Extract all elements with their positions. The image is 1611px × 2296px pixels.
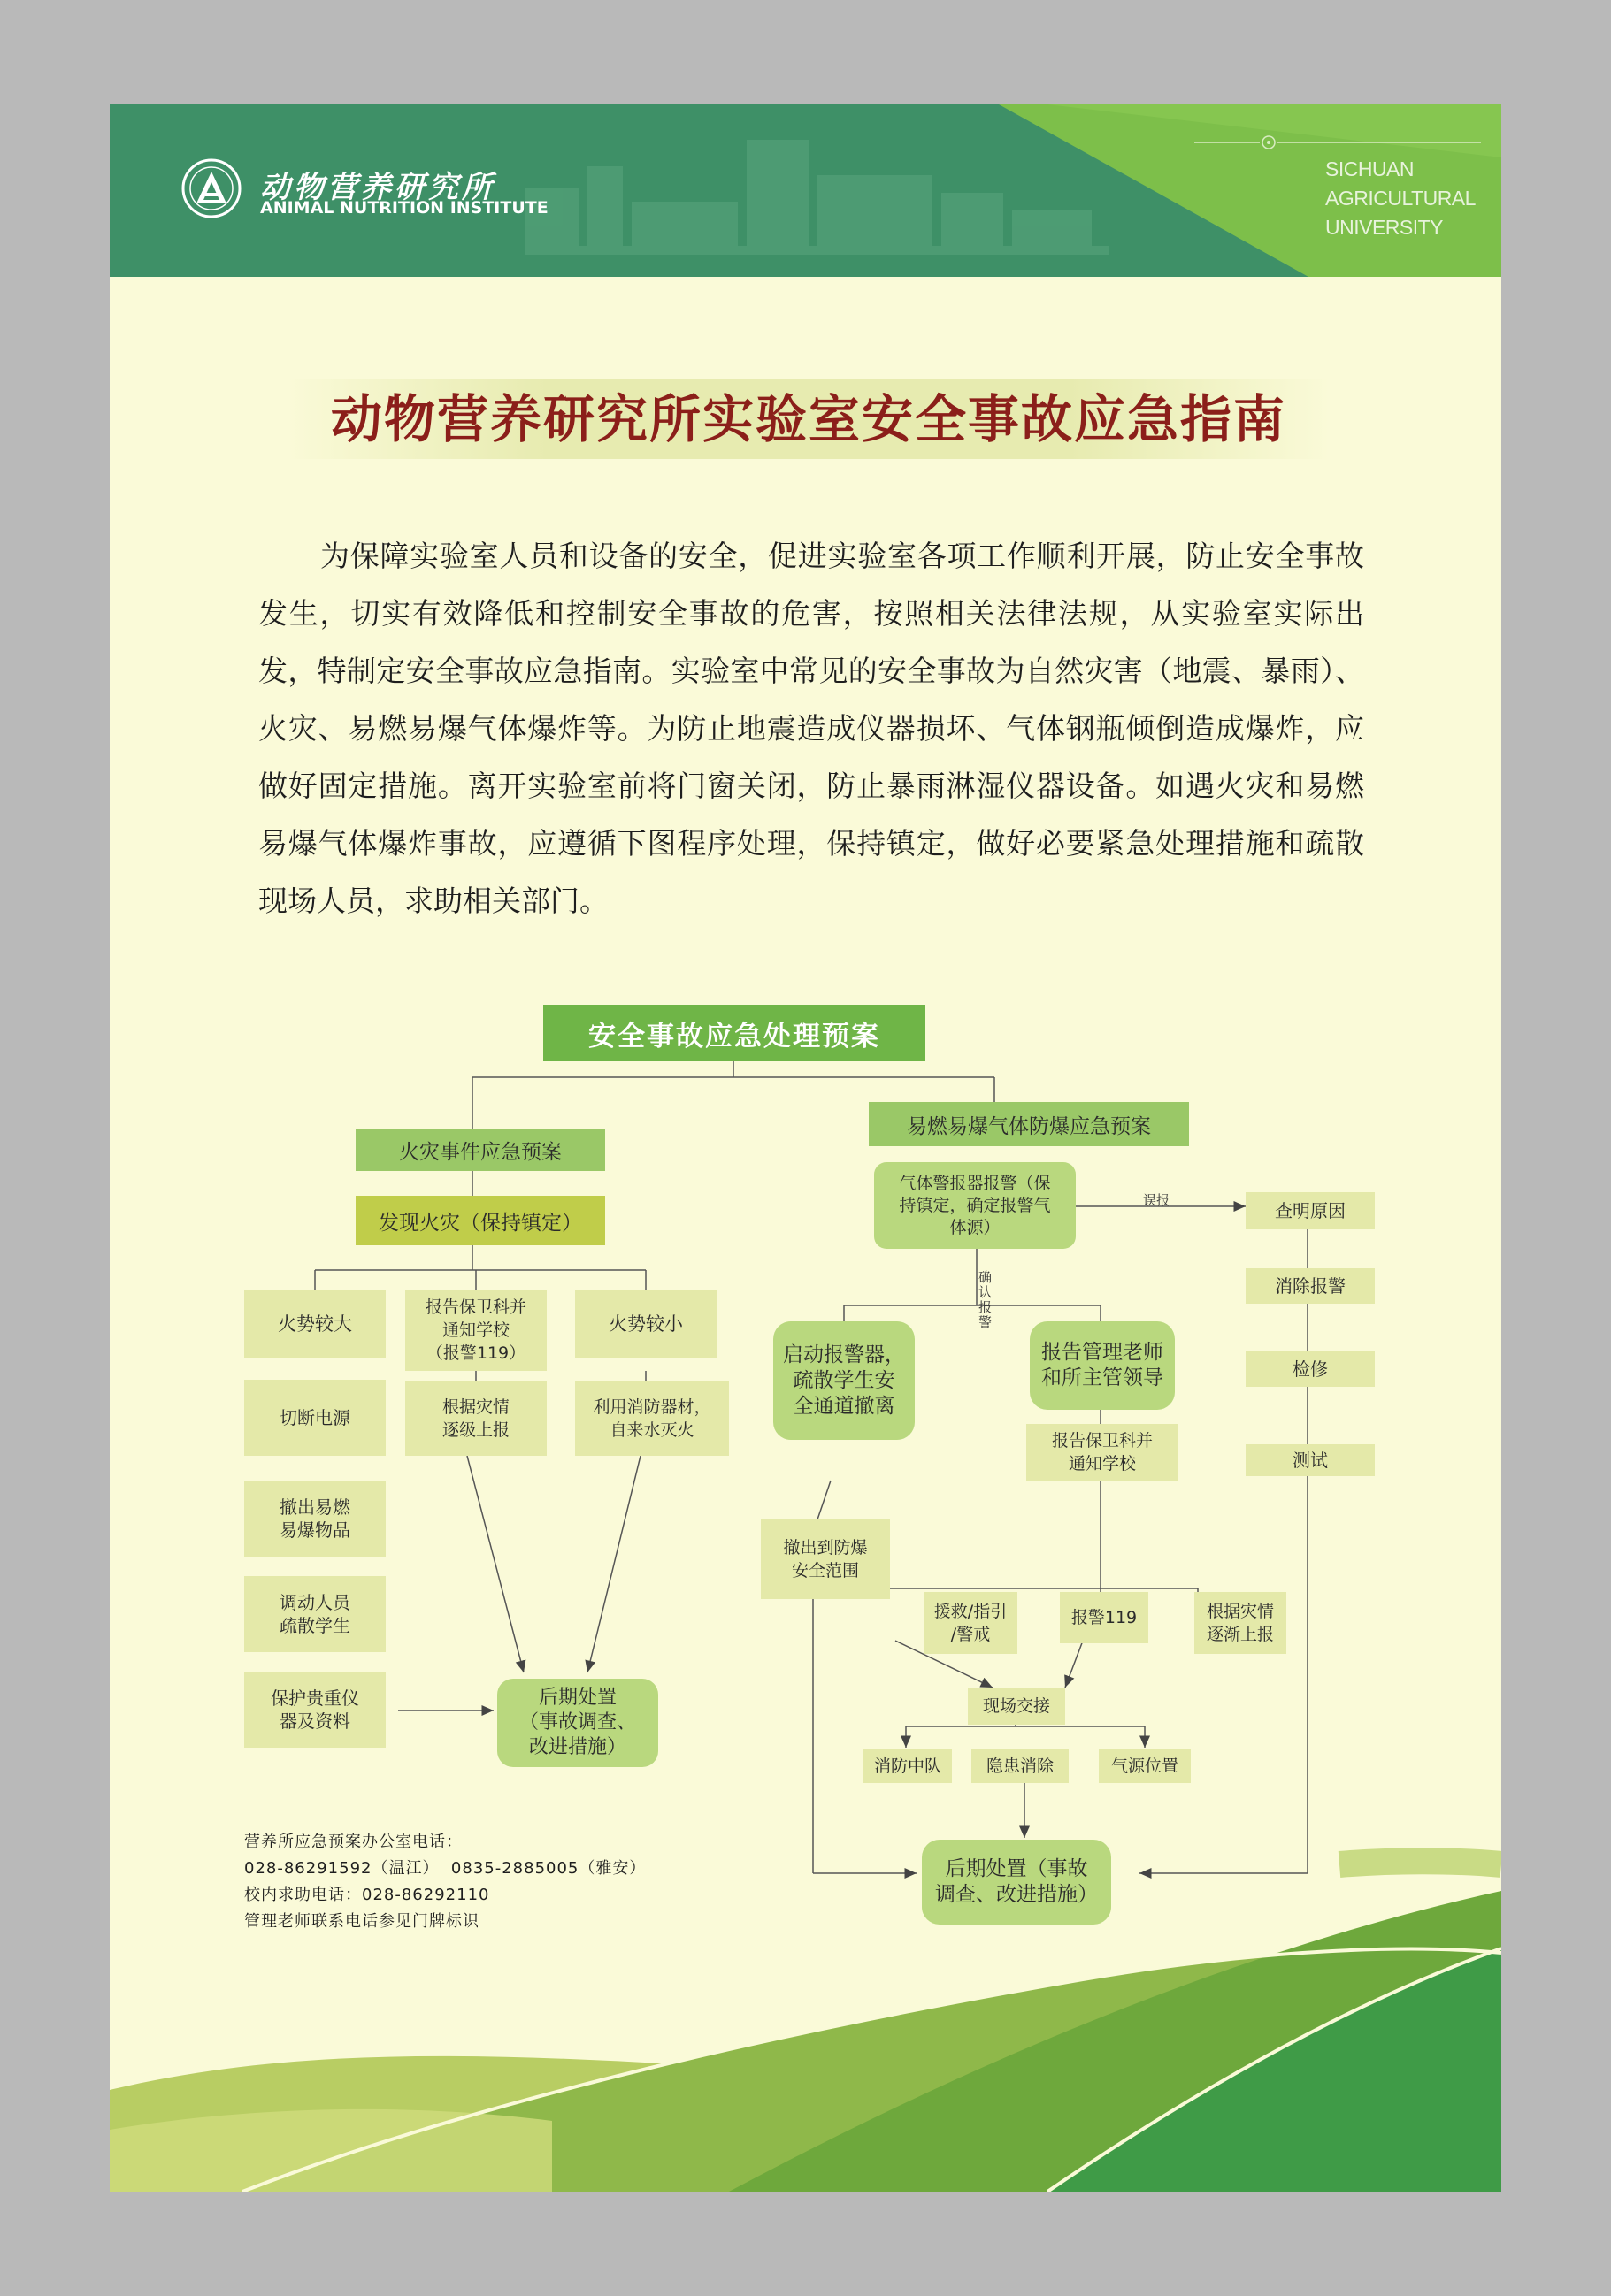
fire-report-box: 报告保卫科并 通知学校 （报警119）	[405, 1290, 547, 1371]
fire-small-box: 火势较小	[575, 1290, 717, 1358]
test-box: 测试	[1246, 1444, 1375, 1476]
fire-big-box: 火势较大	[244, 1290, 386, 1358]
intro-paragraph: 为保障实验室人员和设备的安全，促进实验室各项工作顺利开展，防止安全事故发生，切实有效降低和控制安全事故的危害，按照相关法律法规，从实验室实际出发，特制定安全事故应急指南。实验室中常见的安全事故为自然灾害（地震、暴雨）、火灾、易燃易爆气体爆炸等。为防止地震造成仪器损坏、气体钢瓶倾倒造成爆炸，应做好固定措施。离开实验室前将门窗关闭，防止暴雨淋湿仪器设备。如遇火灾和易燃易爆气体爆炸事故，应遵循下图程序处理，保持镇定，做好必要紧急处理措施和疏散现场人员，求助相关部门。	[258, 539, 1364, 918]
fire-discover-box: 发现火灾（保持镇定）	[356, 1196, 605, 1245]
handover-box: 现场交接	[968, 1688, 1065, 1725]
fire-cut-power-box: 切断电源	[244, 1380, 386, 1456]
gas-location-box: 气源位置	[1099, 1749, 1191, 1783]
gas-after-box: 后期处置（事故 调查、改进措施）	[922, 1840, 1111, 1925]
call-119-box: 报警119	[1060, 1592, 1148, 1643]
contact-campus-phone: 校内求助电话：028-86292110	[244, 1886, 490, 1904]
fire-plan-box: 火灾事件应急预案	[356, 1129, 605, 1171]
fire-extinguish-box: 利用消防器材， 自来水灭火	[575, 1381, 729, 1456]
fire-evacuate-box: 调动人员 疏散学生	[244, 1576, 386, 1652]
gas-plan-box: 易燃易爆气体防爆应急预案	[869, 1102, 1189, 1146]
logo-chinese-name: 动物营养研究所	[260, 170, 495, 205]
repair-box: 检修	[1246, 1351, 1375, 1387]
university-line-1: SICHUAN	[1325, 157, 1415, 180]
poster	[110, 104, 1501, 2192]
contact-teacher-note: 管理老师联系电话参见门牌标识	[244, 1912, 479, 1931]
fire-after-box: 后期处置 （事故调查、 改进措施）	[497, 1679, 658, 1767]
report-gradual-box: 根据灾情 逐渐上报	[1194, 1592, 1286, 1654]
logo-english-name: ANIMAL NUTRITION INSTITUTE	[260, 198, 549, 218]
university-line-3: UNIVERSITY	[1325, 216, 1444, 239]
university-line-2: AGRICULTURAL	[1325, 187, 1476, 210]
fire-team-box: 消防中队	[863, 1749, 952, 1783]
hazard-box: 隐患消除	[971, 1749, 1069, 1783]
confirm-alarm-label: 确 认 报 警	[978, 1269, 993, 1330]
contact-office-label: 营养所应急预案办公室电话：	[244, 1833, 463, 1851]
page-title: 动物营养研究所实验室安全事故应急指南	[287, 379, 1331, 459]
clear-alarm-box: 消除报警	[1246, 1268, 1375, 1304]
rescue-box: 援救/指引 /警戒	[924, 1592, 1017, 1654]
contact-office-phones: 028-86291592（温江） 0835-2885005（雅安）	[244, 1859, 647, 1878]
root-plan-box: 安全事故应急处理预案	[543, 1005, 925, 1061]
withdraw-box: 撤出到防爆 安全范围	[761, 1519, 890, 1599]
flowchart-connectors	[110, 104, 1501, 2192]
fire-protect-box: 保护贵重仪 器及资料	[244, 1672, 386, 1748]
gas-alarm-box: 气体警报器报警（保 持镇定，确定报警气 体源）	[874, 1162, 1076, 1249]
report-teacher-box: 报告管理老师 和所主管领导	[1030, 1321, 1175, 1410]
false-alarm-label: 误报	[1143, 1192, 1170, 1208]
report-security-box: 报告保卫科并 通知学校	[1026, 1424, 1178, 1481]
fire-by-situation-box: 根据灾情 逐级上报	[405, 1381, 547, 1456]
check-cause-box: 查明原因	[1246, 1192, 1375, 1229]
start-alarm-box: 启动报警器， 疏散学生安 全通道撤离	[773, 1321, 915, 1440]
fire-remove-box: 撤出易燃 易爆物品	[244, 1481, 386, 1557]
